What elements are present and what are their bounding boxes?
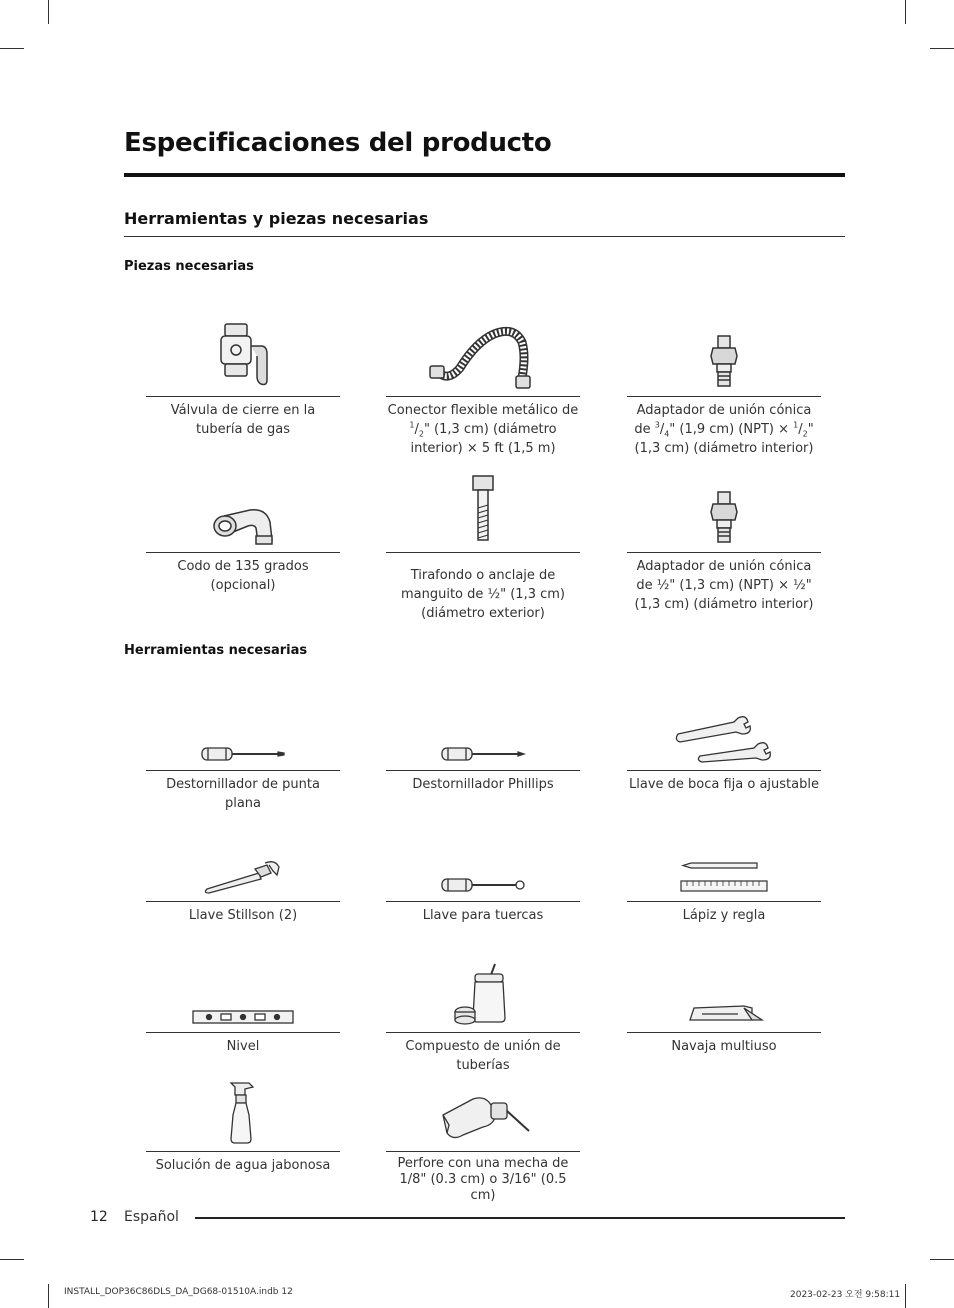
flare-union-adapter-small-icon (709, 490, 739, 546)
footer-rule (195, 1217, 845, 1219)
item-caption: Codo de 135 grados (opcional) (177, 559, 309, 593)
item-rule (146, 396, 340, 397)
item-caption: Llave para tuercas (422, 908, 544, 923)
item-caption: Adaptador de unión cónica de $^3/_4$" (1,9 cm) $(NPT) \times ^1/_2$" (1,3 cm) (diámetro interior) (634, 403, 814, 456)
crop-mark (0, 1259, 24, 1260)
item-caption: Conector flexible metálico de $^1/_2$" (1,3 cm) (diámetro interior) × 5 ft (1,5 m) (387, 403, 579, 456)
tool-pencil-ruler (627, 815, 821, 925)
tool-spray-bottle (146, 1065, 340, 1175)
section-rule (124, 236, 845, 237)
tool-pipe-compound (386, 946, 580, 1075)
elbow-135-icon (210, 504, 276, 546)
pencil-ruler-icon (677, 859, 771, 895)
gas-shutoff-valve-icon (213, 320, 273, 390)
item-rule (386, 901, 580, 902)
tool-pipe-wrench (146, 815, 340, 925)
crop-mark (905, 1284, 906, 1308)
part-flare-union-adapter-half (627, 466, 821, 614)
tool-level (146, 946, 340, 1056)
pipe-compound-icon (453, 962, 513, 1026)
tool-wrench (627, 684, 821, 794)
item-rule (627, 770, 821, 771)
title-rule (124, 173, 845, 177)
print-slug-file: INSTALL_DOP36C86DLS_DA_DG68-01510A.indb 12 (64, 1287, 293, 1297)
flare-union-adapter-icon (709, 334, 739, 390)
item-rule (386, 552, 580, 553)
tool-drill (386, 1065, 580, 1204)
drill-icon (433, 1085, 533, 1145)
part-flare-union-adapter (627, 310, 821, 458)
part-lag-bolt (386, 466, 580, 623)
tool-phillips-screwdriver (386, 684, 580, 794)
item-rule (146, 1151, 340, 1152)
part-elbow-135 (146, 466, 340, 595)
print-slug-date: 2023-02-23 오전 9:58:11 (790, 1290, 901, 1300)
item-caption: Lápiz y regla (682, 908, 766, 923)
part-gas-shutoff-valve (146, 310, 340, 439)
flat-screwdriver-icon (198, 744, 288, 764)
pipe-wrench-icon (203, 859, 283, 895)
level-icon (191, 1008, 295, 1026)
item-rule (627, 552, 821, 553)
item-rule (627, 1032, 821, 1033)
part-flexible-connector (386, 310, 580, 458)
lag-bolt-icon (468, 472, 498, 546)
item-caption: Llave Stillson (2) (188, 908, 298, 923)
tool-flat-screwdriver (146, 684, 340, 813)
item-rule (627, 396, 821, 397)
tool-utility-knife (627, 946, 821, 1056)
item-caption: Válvula de cierre en la tubería de gas (170, 403, 316, 437)
crop-mark (48, 0, 49, 24)
item-rule (386, 396, 580, 397)
tools-heading: Herramientas necesarias (124, 643, 308, 658)
item-rule (386, 1151, 580, 1152)
nut-driver-icon (438, 875, 528, 895)
item-caption: Adaptador de unión cónica de ½" (1,3 cm) (NPT) × ½" (1,3 cm) (diámetro interior) (634, 559, 814, 612)
item-rule (146, 901, 340, 902)
phillips-screwdriver-icon (438, 744, 528, 764)
item-caption: Navaja multiuso (671, 1039, 777, 1054)
item-rule (146, 552, 340, 553)
page-title: Especificaciones del producto (124, 128, 552, 158)
footer-language: Español (124, 1209, 179, 1225)
item-caption: Solución de agua jabonosa (155, 1158, 331, 1173)
spray-bottle-icon (225, 1079, 261, 1145)
item-caption: Perfore con una mecha de 1/8" (0.3 cm) o 3/16" (0.5 cm) (397, 1156, 569, 1203)
item-caption: Compuesto de unión de tuberías (405, 1039, 561, 1073)
section-heading: Herramientas y piezas necesarias (124, 209, 429, 228)
crop-mark (930, 48, 954, 49)
item-rule (146, 1032, 340, 1033)
utility-knife-icon (682, 1002, 766, 1026)
flexible-metal-connector-icon (428, 322, 538, 390)
item-caption: Nivel (226, 1039, 260, 1054)
crop-mark (905, 0, 906, 24)
item-rule (146, 770, 340, 771)
tool-nut-driver (386, 815, 580, 925)
page-number: 12 (90, 1209, 108, 1225)
item-caption: Llave de boca fija o ajustable (629, 777, 819, 792)
parts-heading: Piezas necesarias (124, 259, 254, 274)
item-rule (386, 1032, 580, 1033)
item-caption: Destornillador de punta plana (166, 777, 320, 811)
item-rule (627, 901, 821, 902)
crop-mark (48, 1284, 49, 1308)
item-caption: Tirafondo o anclaje de manguito de ½" (1,3 cm) (diámetro exterior) (400, 568, 565, 621)
wrench-icon (674, 714, 774, 764)
item-caption: Destornillador Phillips (412, 777, 554, 792)
crop-mark (930, 1259, 954, 1260)
item-rule (386, 770, 580, 771)
crop-mark (0, 48, 24, 49)
